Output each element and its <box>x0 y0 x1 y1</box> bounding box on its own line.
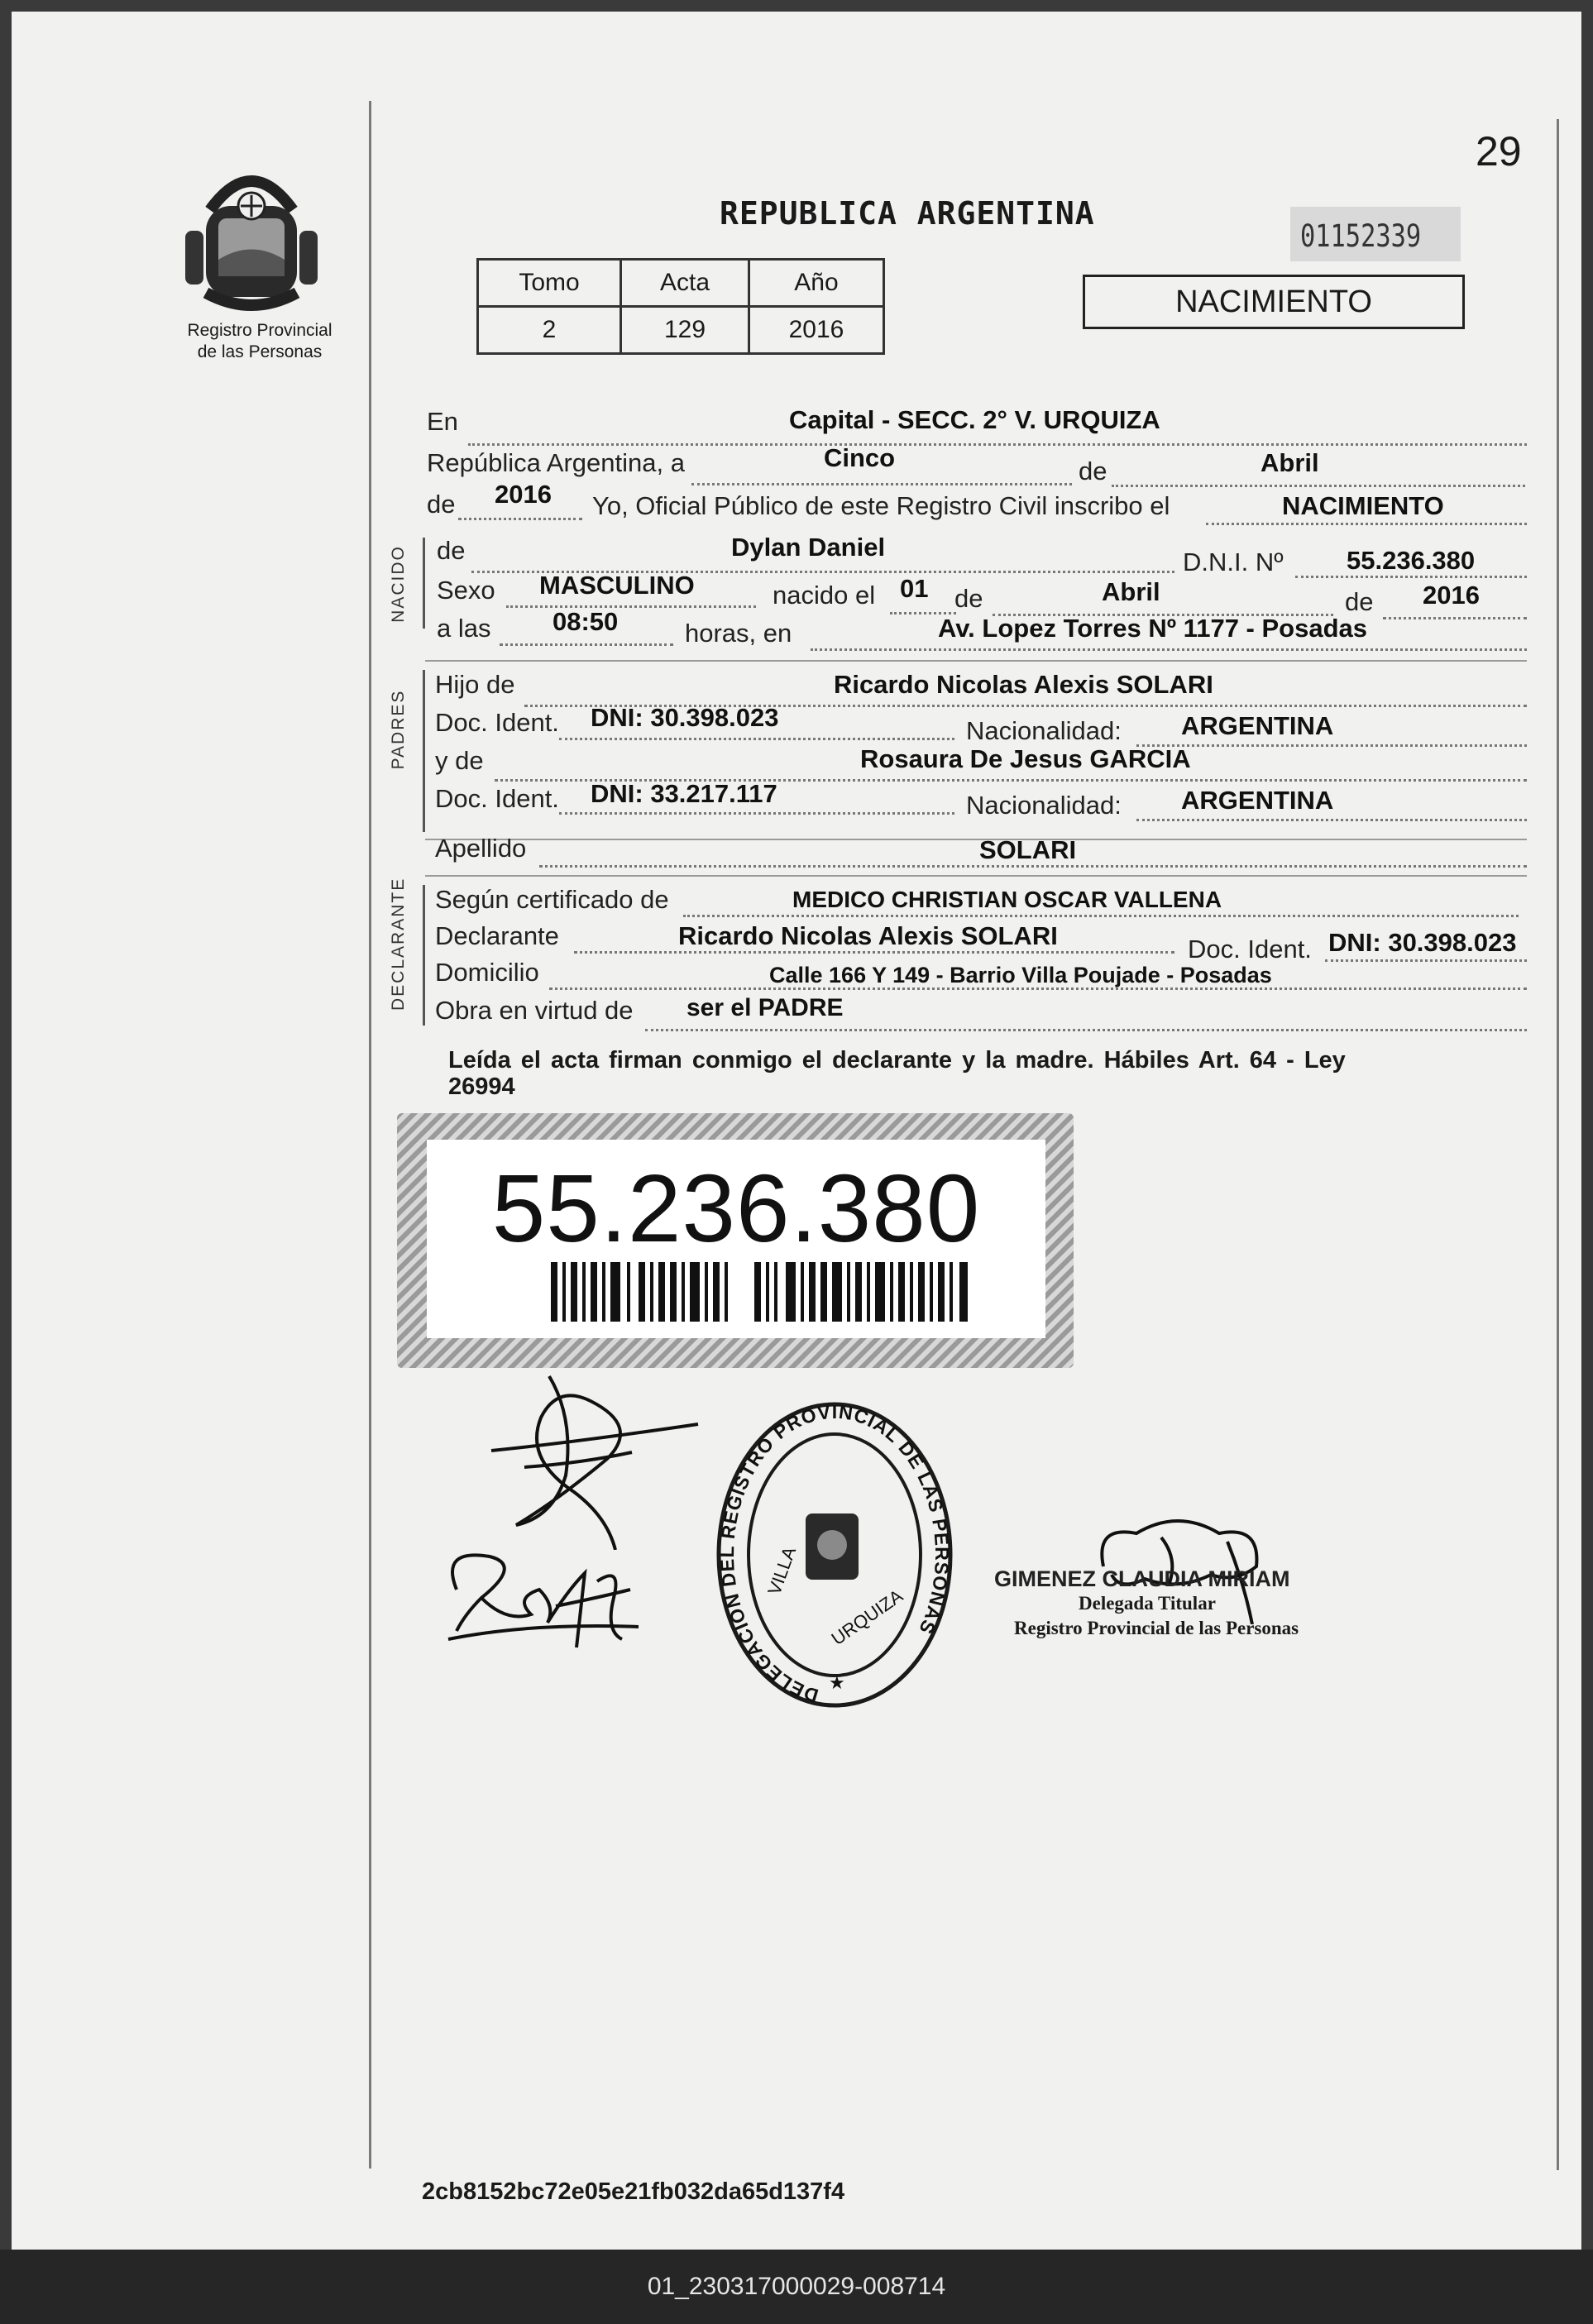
nacido-el-label: nacido el <box>773 581 876 610</box>
place-value: Capital - SECC. 2° V. URQUIZA <box>789 405 1160 434</box>
father-doc: DNI: 30.398.023 <box>591 703 779 732</box>
child-name: Dylan Daniel <box>731 533 886 562</box>
seal-inner-right: URQUIZA <box>827 1585 907 1650</box>
place-dots <box>468 443 1527 446</box>
oficial-clause: Yo, Oficial Público de este Registro Civil inscribo el <box>592 491 1170 520</box>
anio-value: 2016 <box>749 307 884 354</box>
birth-certificate-page <box>12 12 1581 2250</box>
document-type: NACIMIENTO <box>1175 285 1372 319</box>
birth-year-dots <box>1383 617 1527 619</box>
birth-address: Av. Lopez Torres Nº 1177 - Posadas <box>938 614 1367 643</box>
acta-header: Acta <box>621 260 749 307</box>
anio-header: Año <box>749 260 884 307</box>
apellido-dots <box>539 865 1527 868</box>
note-line1: Leída el acta firman conmigo el declarante y la madre. Hábiles Art. 64 - Ley <box>448 1047 1346 1074</box>
divider-3 <box>425 875 1527 877</box>
sexo-dots <box>506 605 756 608</box>
declarante-name: Ricardo Nicolas Alexis SOLARI <box>678 921 1058 950</box>
mother-nationality-label: Nacionalidad: <box>966 791 1122 820</box>
seal-inner-left: VILLA <box>763 1543 801 1598</box>
domicilio-value: Calle 166 Y 149 - Barrio Villa Poujade - Posadas <box>769 963 1272 987</box>
intro-day: Cinco <box>824 443 896 472</box>
declarante-doc-dots <box>1325 959 1527 962</box>
padres-bracket <box>423 670 425 832</box>
registry-name-line1: Registro Provincial <box>187 321 332 340</box>
intro-year: 2016 <box>495 480 552 509</box>
father-nat-dots <box>1136 744 1527 747</box>
right-margin-line <box>1557 119 1559 2170</box>
footer-id: 01_230317000029-008714 <box>647 2273 946 2300</box>
intro-month: Abril <box>1261 448 1319 477</box>
mother-name: Rosaura De Jesus GARCIA <box>860 744 1191 773</box>
document-title: REPUBLICA ARGENTINA <box>720 195 1095 232</box>
father-doc-dots <box>559 738 954 740</box>
declarante-label: Declarante <box>435 921 559 950</box>
seal-ring-text: DELEGACION DEL REGISTRO PROVINCIAL DE LAS PERSONAS <box>715 1400 954 1707</box>
birth-day: 01 <box>900 574 929 603</box>
birth-de-label-2: de <box>1345 587 1374 616</box>
republica-label: República Argentina, a <box>427 448 685 477</box>
declarante-bracket <box>423 885 425 1026</box>
left-margin-line <box>369 101 371 2169</box>
year-dots <box>458 518 582 520</box>
nacido-section-label: NACIDO <box>389 545 408 623</box>
official-org: Registro Provincial de las Personas <box>1014 1618 1299 1638</box>
time-dots <box>500 643 673 646</box>
birth-year: 2016 <box>1423 581 1480 610</box>
declarante-dots <box>574 951 1174 954</box>
mother-nat-dots <box>1136 819 1527 821</box>
birth-month: Abril <box>1102 577 1160 606</box>
sexo-label: Sexo <box>437 576 495 605</box>
father-name: Ricardo Nicolas Alexis SOLARI <box>834 670 1213 699</box>
apellido-label: Apellido <box>435 834 527 863</box>
de-label-1: de <box>1079 457 1107 485</box>
official-name: GIMENEZ CLAUDIA MIRIAM <box>994 1566 1290 1591</box>
declarante-section-label: DECLARANTE <box>389 877 408 1011</box>
register-value-row <box>478 307 884 354</box>
mother-doc: DNI: 33.217.117 <box>591 779 777 808</box>
father-doc-label: Doc. Ident. <box>435 708 559 737</box>
intro-act: NACIMIENTO <box>1282 491 1444 520</box>
register-header-row <box>478 260 884 307</box>
tomo-header: Tomo <box>478 260 621 307</box>
province-logo <box>181 160 322 318</box>
child-sex: MASCULINO <box>539 571 695 600</box>
birth-time: 08:50 <box>553 607 619 636</box>
birth-de-label-1: de <box>954 584 983 613</box>
acta-value: 129 <box>621 307 749 354</box>
padres-section-label: PADRES <box>389 689 408 770</box>
divider-2 <box>425 839 1527 840</box>
mother-doc-dots <box>559 812 954 815</box>
page-number: 29 <box>1476 128 1522 175</box>
horas-label: horas, en <box>685 619 792 648</box>
y-de-label: y de <box>435 746 484 775</box>
mother-doc-label: Doc. Ident. <box>435 784 559 813</box>
hijo-de-label: Hijo de <box>435 670 515 699</box>
official-role: Delegada Titular <box>1079 1593 1216 1614</box>
child-dni: 55.236.380 <box>1347 546 1476 575</box>
registry-seal <box>715 1398 954 1712</box>
declarante-doc: DNI: 30.398.023 <box>1328 928 1517 957</box>
dni-barcode <box>551 1262 981 1322</box>
svg-text:★: ★ <box>829 1672 845 1693</box>
day-dots <box>691 483 1072 485</box>
dni-dots <box>1295 576 1527 578</box>
cert-value: MEDICO CHRISTIAN OSCAR VALLENA <box>792 887 1222 912</box>
mother-nationality: ARGENTINA <box>1181 786 1334 815</box>
cert-label: Según certificado de <box>435 885 669 914</box>
serial-number: 01152339 <box>1300 218 1422 254</box>
footer-id-bar <box>0 2250 1593 2324</box>
de-label-2: de <box>427 490 456 519</box>
note-line2: 26994 <box>448 1074 515 1100</box>
declarante-doc-label: Doc. Ident. <box>1188 935 1312 964</box>
father-nationality-label: Nacionalidad: <box>966 716 1122 745</box>
alas-label: a las <box>437 614 491 643</box>
apellido-value: SOLARI <box>979 835 1077 864</box>
domicilio-label: Domicilio <box>435 958 539 987</box>
divider-1 <box>425 660 1527 662</box>
register-table <box>476 258 885 355</box>
dni-label: D.N.I. Nº <box>1183 548 1284 576</box>
obra-label: Obra en virtud de <box>435 996 634 1025</box>
address-dots <box>811 648 1527 651</box>
nacido-bracket <box>423 538 425 629</box>
registry-name-line2: de las Personas <box>197 342 323 361</box>
en-label: En <box>427 407 458 436</box>
registrar-signature <box>475 1351 723 1550</box>
month-dots <box>1112 485 1525 487</box>
nacido-de-label: de <box>437 536 466 565</box>
act-dots <box>1206 523 1527 525</box>
dni-sticker-number: 55.236.380 <box>491 1155 981 1262</box>
declarant-signature <box>432 1540 647 1664</box>
document-hash: 2cb8152bc72e05e21fb032da65d137f4 <box>422 2178 845 2205</box>
cert-dots <box>683 915 1519 917</box>
tomo-value: 2 <box>478 307 621 354</box>
obra-dots <box>645 1029 1527 1031</box>
obra-value: ser el PADRE <box>686 994 844 1021</box>
father-nationality: ARGENTINA <box>1181 711 1334 740</box>
